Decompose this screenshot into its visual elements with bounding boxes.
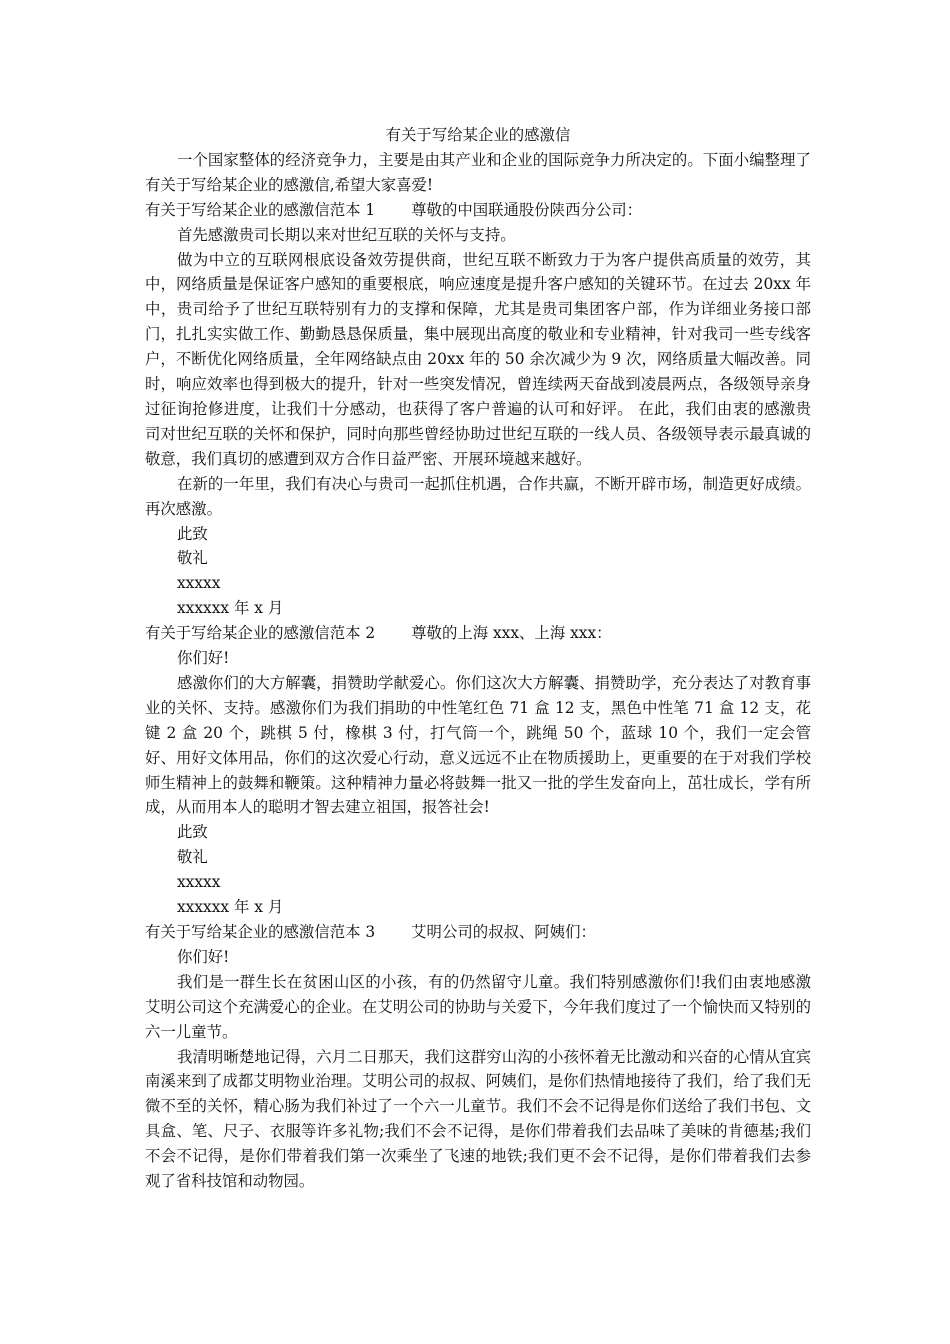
letter-1-closing: 此致 (177, 524, 208, 543)
letter-3-greeting: 你们好! (177, 947, 230, 966)
letter-1-date: xxxxxx 年 x 月 (177, 599, 284, 618)
letter-1-paragraph: 首先感激贵司长期以来对世纪互联的关怀与支持。 (177, 225, 516, 244)
letter-3-salutation: 艾明公司的叔叔、阿姨们： (411, 923, 596, 941)
letter-2-greeting: 你们好! (177, 649, 230, 668)
letter-1-regards: 敬礼 (177, 549, 208, 568)
letter-1-paragraph: 做为中立的互联网根底设备效劳提供商，世纪互联不断致力于为客户提供高质量的效劳，其中，网络质量是保证客户感知的重要根底，响应速度是提升客户感知的关键环节。在过去 20xx 年中，贵司给予了世纪互联特别有力的支撑和保障，尤其是贵司集团客户部，作为详细业务接口部门，扎扎实实做工作、勤勤恳恳保质量，集中展现出高度的敬业和专业精神，针对我司一些专线客户，不断优化网络质量，全年网络缺点由 20xx 年的 50 余次减少为 9 次，网络质量大幅改善。同时，响应效率也得到极大的提升，针对一些突发情况，曾连续两天奋战到凌晨两点，各级领导亲身过征询抢修进度，让我们十分感动，也获得了客户普遍的认可和好评。 在此，我们由衷的感激贵司对世纪互联的关怀和保护，同时向那些曾经协助过世纪互联的一线人员、各级领导表示最真诚的敬意，我们真切的感遭到双方合作日益严密、开展环境越来越好。 (145, 250, 811, 468)
letter-3-paragraph: 我们是一群生长在贫困山区的小孩，有的仍然留守儿童。我们特别感激你们!我们由衷地感激艾明公司这个充满爱心的企业。在艾明公司的协助与关爱下，今年我们度过了一个愉快而又特别的六一儿童节。 (145, 972, 811, 1041)
letter-1-signature: xxxxx (177, 574, 221, 593)
letter-2-regards: 敬礼 (177, 848, 208, 867)
letter-1-salutation: 尊敬的中国联通股份陕西分公司： (411, 200, 643, 219)
letter-2-paragraph: 感激你们的大方解囊，捐赞助学献爱心。你们这次大方解囊、捐赞助学，充分表达了对教育事业的关怀、支持。感激你们为我们捐助的中性笔红色 71 盒 12 支，黑色中性笔 71 盒 12 支，花键 2 盒 20 个，跳棋 5 付，橡棋 3 付，打气筒一个，跳绳 50 个，蓝球 10 个，我们一定会管好、用好文体用品，你们的这次爱心行动，意义远远不止在物质援助上，更重要的在于对我们学校师生精神上的鼓舞和鞭策。这种精神力量必将鼓舞一批又一批的学生发奋向上，茁壮成长，学有所成，从而用本人的聪明才智去建立祖国，报答社会! (145, 673, 811, 817)
letter-3-heading-line (145, 920, 811, 945)
letter-2-signature: xxxxx (177, 873, 221, 892)
letter-2-closing: 此致 (177, 823, 208, 842)
letter-2-date: xxxxxx 年 x 月 (177, 898, 284, 917)
letter-2-heading: 有关于写给某企业的感激信范本 2 (145, 624, 376, 643)
document-title: 有关于写给某企业的感激信 (385, 126, 571, 144)
letter-1-paragraph: 在新的一年里，我们有决心与贵司一起抓住机遇，合作共赢，不断开辟市场，制造更好成绩。 再次感激。 (145, 474, 811, 518)
letter-3-paragraph: 我清明晰楚地记得，六月二日那天，我们这群穷山沟的小孩怀着无比激动和兴奋的心情从宜宾南溪来到了成都艾明物业治理。艾明公司的叔叔、阿姨们，是你们热情地接待了我们，给了我们无微不至的关怀，精心肠为我们补过了一个六一儿童节。我们不会不记得是你们送给了我们书包、文具盒、笔、尺子、衣服等许多礼物;我们不会不记得，是你们带着我们去品味了美味的肯德基;我们不会不记得，是你们带着我们第一次乘坐了飞速的地铁;我们更不会不记得，是你们带着我们去参观了省科技馆和动物园。 (145, 1047, 811, 1191)
document-page (145, 123, 811, 1194)
intro-paragraph: 一个国家整体的经济竞争力，主要是由其产业和企业的国际竞争力所决定的。下面小编整理了有关于写给某企业的感激信,希望大家喜爱! (145, 150, 811, 194)
letter-2-salutation: 尊敬的上海 xxx、上海 xxx： (411, 624, 612, 643)
letter-1-heading-line (145, 198, 811, 223)
letter-3-heading: 有关于写给某企业的感激信范本 3 (145, 923, 376, 941)
letter-2-heading-line (145, 621, 811, 646)
letter-1-heading: 有关于写给某企业的感激信范本 1 (145, 200, 376, 219)
